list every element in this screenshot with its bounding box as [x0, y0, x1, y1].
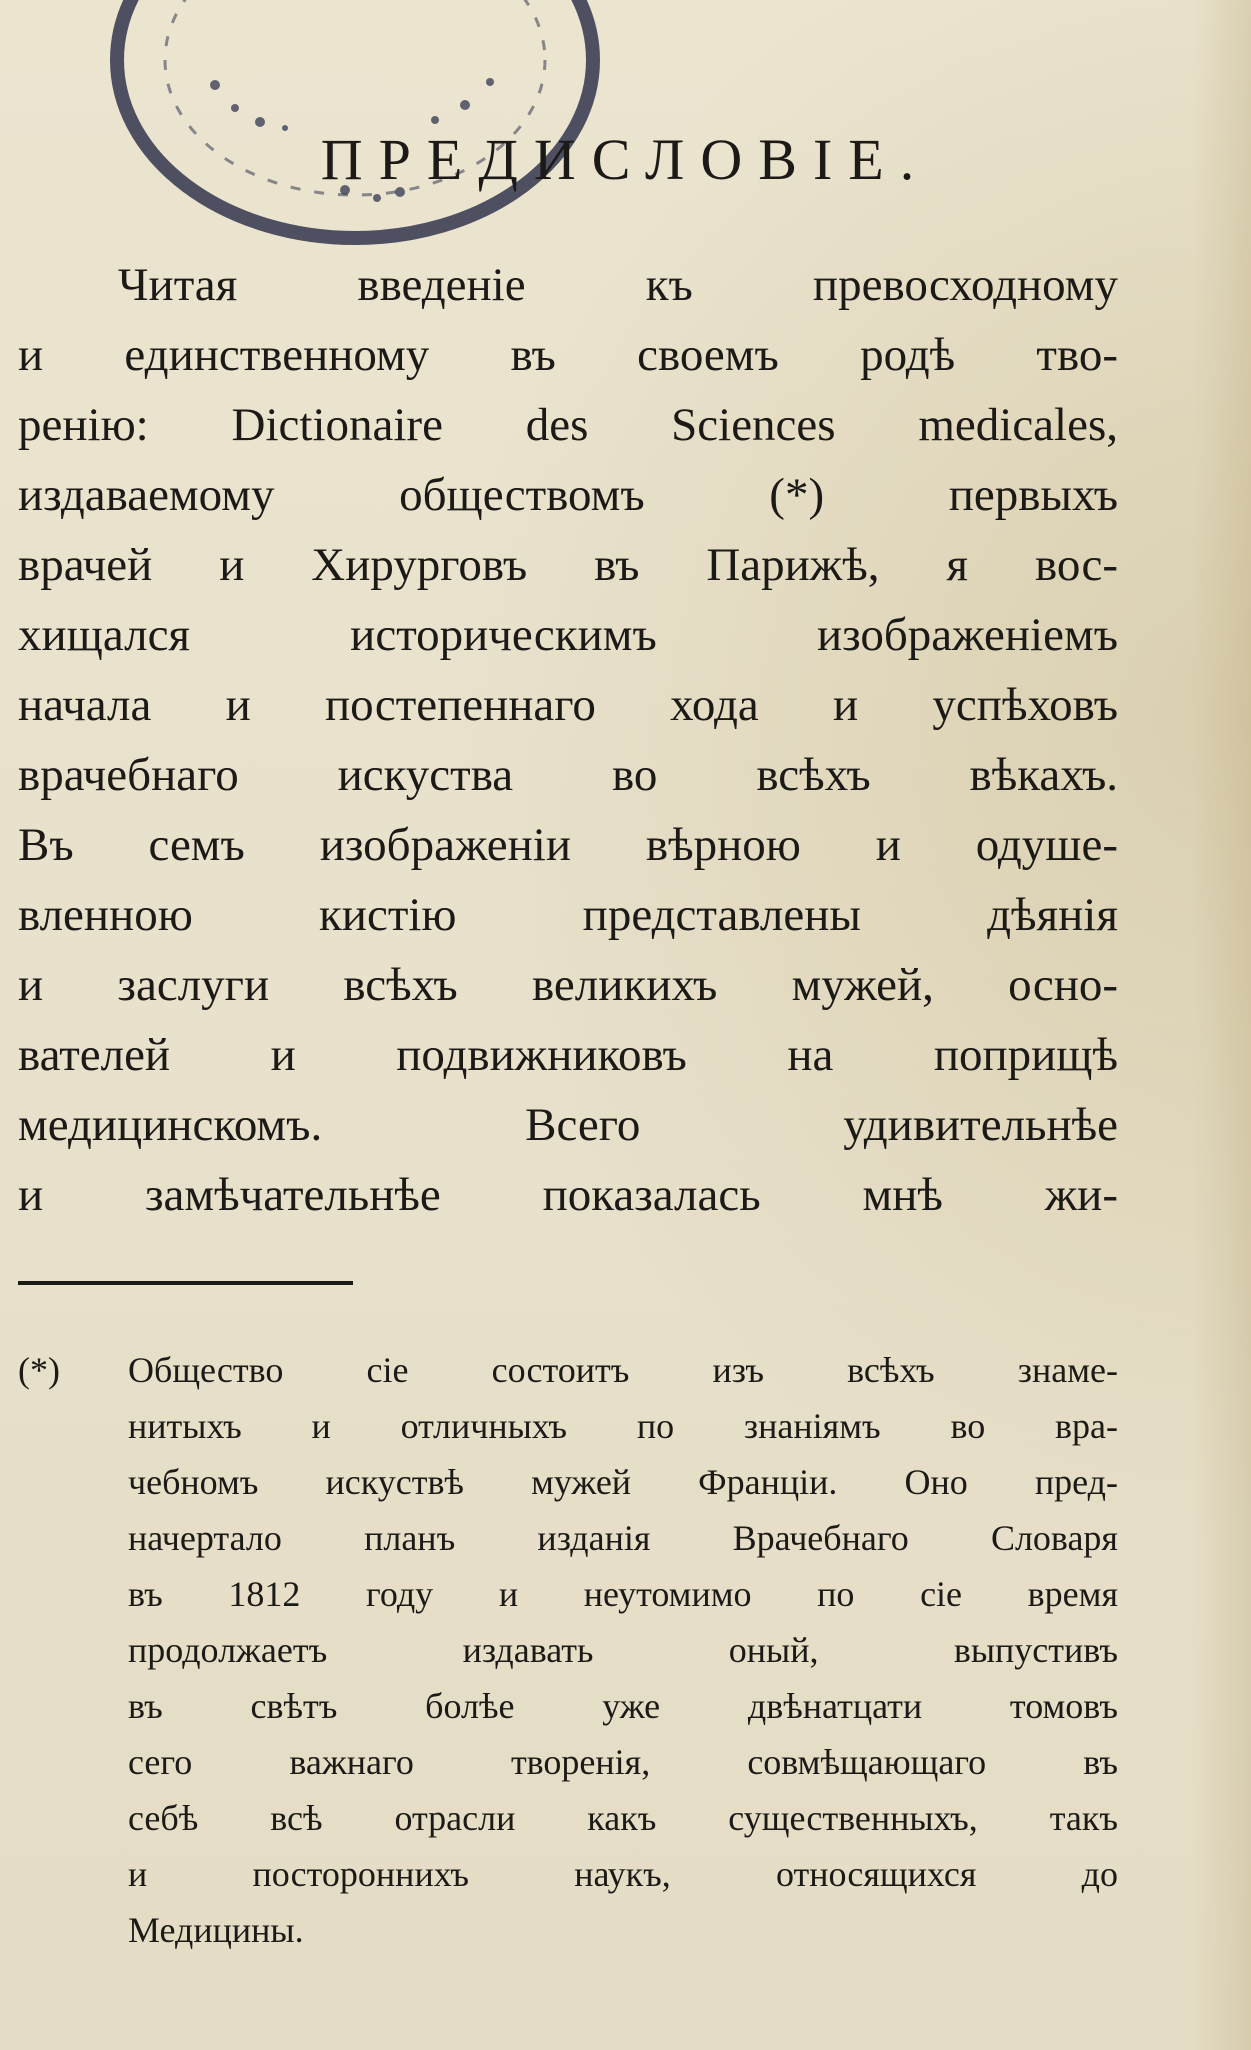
main-text — [18, 250, 1118, 1230]
footnote-line: себѣ всѣ отрасли какъ существенныхъ, такъ — [128, 1798, 1118, 1838]
text-line: врачебнаго искуства во всѣхъ вѣкахъ. — [18, 749, 1118, 801]
text-line: издаваемому обществомъ (*) первыхъ — [18, 469, 1118, 521]
footnote-line: Общество сіе состоитъ изъ всѣхъ знаме- — [128, 1350, 1118, 1390]
footnote-line: въ 1812 году и неутомимо по сіе время — [128, 1574, 1118, 1614]
text-line: вателей и подвижниковъ на поприщѣ — [18, 1029, 1118, 1081]
footnote-line: Медицины. — [128, 1910, 304, 1950]
footnote-line: чебномъ искуствѣ мужей Франціи. Оно пред- — [128, 1462, 1118, 1502]
text-line: и замѣчательнѣе показалась мнѣ жи- — [18, 1169, 1118, 1221]
footnote-line: сего важнаго творенія, совмѣщающаго въ — [128, 1742, 1118, 1782]
text-line: Читая введеніе къ превосходному — [118, 259, 1118, 311]
footnote-line: продолжаетъ издавать оный, выпустивъ — [128, 1630, 1118, 1670]
footnote-line: въ свѣтъ болѣе уже двѣнатцати томовъ — [128, 1686, 1118, 1726]
footnote-divider — [18, 1281, 353, 1285]
footnote-text — [128, 1342, 1118, 1958]
footnote-line: начертало планъ изданія Врачебнаго Словаря — [128, 1518, 1118, 1558]
footnote-mark: (*) — [18, 1350, 60, 1390]
footnote-line: и постороннихъ наукъ, относящихся до — [128, 1854, 1118, 1894]
text-line: ренію: Dictionaire des Sciences medicales, — [18, 399, 1118, 451]
text-line: и заслуги всѣхъ великихъ мужей, осно- — [18, 959, 1118, 1011]
text-line: Въ семъ изображеніи вѣрною и одуше- — [18, 819, 1118, 871]
text-line: вленною кистію представлены дѣянія — [18, 889, 1118, 941]
footnote-line: нитыхъ и отличныхъ по знаніямъ во вра- — [128, 1406, 1118, 1446]
text-line: и единственному въ своемъ родѣ тво- — [18, 329, 1118, 381]
text-line: медицинскомъ. Всего удивительнѣе — [18, 1099, 1118, 1151]
text-line: начала и постепеннаго хода и успѣховъ — [18, 679, 1118, 731]
page-title: ПРЕДИСЛОВІЕ. — [320, 127, 931, 192]
text-line: врачей и Хирурговъ въ Парижѣ, я вос- — [18, 539, 1118, 591]
text-line: хищался историческимъ изображеніемъ — [18, 609, 1118, 661]
